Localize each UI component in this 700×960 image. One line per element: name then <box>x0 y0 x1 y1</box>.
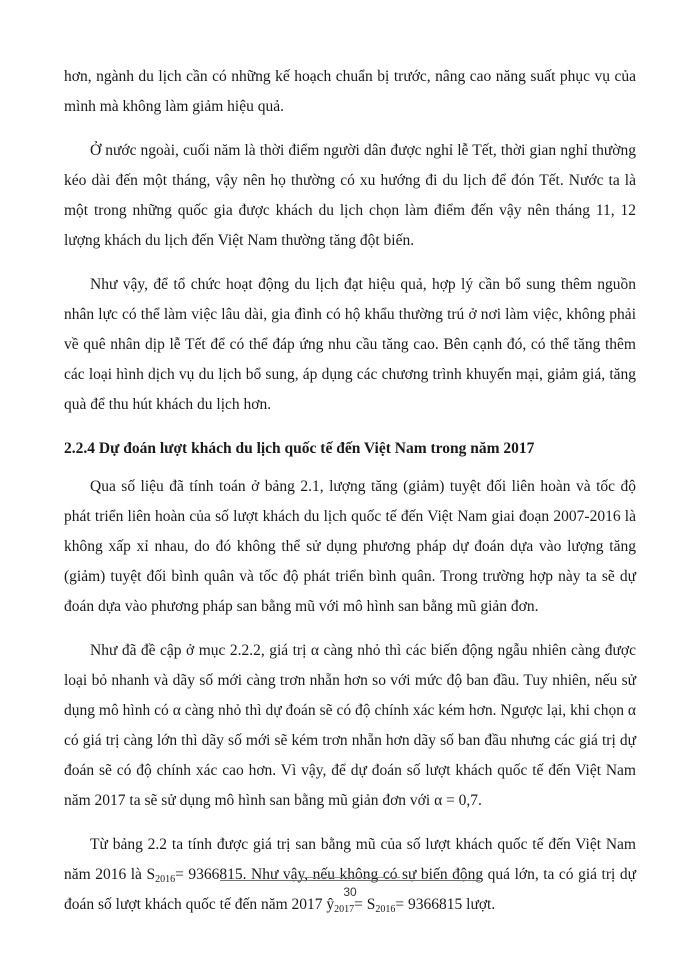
page-number: 30 <box>343 885 357 899</box>
footer-divider <box>220 880 480 881</box>
paragraph-1: hơn, ngành du lịch cần có những kế hoạch chuẩn bị trước, nâng cao năng suất phục vụ của mình mà không làm giảm hiệu quả. <box>64 68 636 115</box>
paragraph-3: Như vậy, để tổ chức hoạt động du lịch đạt hiệu quả, hợp lý cần bổ sung thêm nguồn nhân lực có thể làm việc lâu dài, gia đình có hộ khẩu thường trú ở nơi làm việc, không phải về quê nhân dịp lễ Tết để có thể đáp ứng nhu cầu tăng cao. Bên cạnh đó, có thể tăng thêm các loại hình dịch vụ du lịch bổ sung, áp dụng các chương trình khuyến mại, giảm giá, tăng quà để thu hút khách du lịch hơn. <box>64 276 636 413</box>
p6-text-4: = 9366815 lượt. <box>395 896 496 913</box>
p6-subscript-1: 2016 <box>155 874 176 885</box>
p6-text-3: = S <box>354 896 376 913</box>
p6-subscript-2: 2017 <box>334 904 355 915</box>
p6-text-2: = 9366815. Như vậy, nếu không có sự biến động quá lớn, ta có giá trị dự đoán số lượt khách quốc tế đến năm 2017 ŷ <box>64 866 636 913</box>
p6-subscript-3: 2016 <box>375 904 396 915</box>
footer-divider-short <box>300 877 400 878</box>
paragraph-2: Ở nước ngoài, cuối năm là thời điểm người dân được nghỉ lễ Tết, thời gian nghỉ thường kéo dài đến một tháng, vậy nên họ thường có xu hướng đi du lịch để đón Tết. Nước ta là một trong những quốc gia được khách du lịch chọn làm điểm đến vậy nên tháng 11, 12 lượng khách du lịch đến Việt Nam thường tăng đột biến. <box>64 142 636 249</box>
page-content <box>64 62 636 934</box>
paragraph-6 <box>64 830 636 920</box>
paragraph-4: Qua số liệu đã tính toán ở bảng 2.1, lượng tăng (giảm) tuyệt đối liên hoàn và tốc độ phát triển liên hoàn của số lượt khách du lịch quốc tế đến Việt Nam giai đoạn 2007-2016 là không xấp xỉ nhau, do đó không thể sử dụng phương pháp dự đoán dựa vào lượng tăng (giảm) tuyệt đối bình quân và tốc độ phát triển bình quân. Trong trường hợp này ta sẽ dự đoán dựa vào phương pháp san bằng mũ với mô hình san bằng mũ giản đơn. <box>64 478 636 615</box>
section-heading: 2.2.4 Dự đoán lượt khách du lịch quốc tế đến Việt Nam trong năm 2017 <box>64 440 535 457</box>
p6-text-1: Từ bảng 2.2 ta tính được giá trị san bằng mũ của số lượt khách quốc tế đến Việt Nam năm 2016 là S <box>64 836 636 883</box>
paragraph-5: Như đã đề cập ở mục 2.2.2, giá trị α càng nhỏ thì các biến động ngẫu nhiên càng được loại bỏ nhanh và dãy số mới càng trơn nhẵn hơn so với mức độ ban đầu. Tuy nhiên, nếu sử dụng mô hình có α càng nhỏ thì dự đoán sẽ có độ chính xác kém hơn. Ngược lại, khi chọn α có giá trị càng lớn thì dãy số mới sẽ kém trơn nhẵn hơn dãy số ban đầu nhưng các giá trị dự đoán sẽ có độ chính xác cao hơn. Vì vậy, để dự đoán số lượt khách quốc tế đến Việt Nam năm 2017 ta sẽ sử dụng mô hình san bằng mũ giản đơn với α = 0,7. <box>64 642 636 809</box>
